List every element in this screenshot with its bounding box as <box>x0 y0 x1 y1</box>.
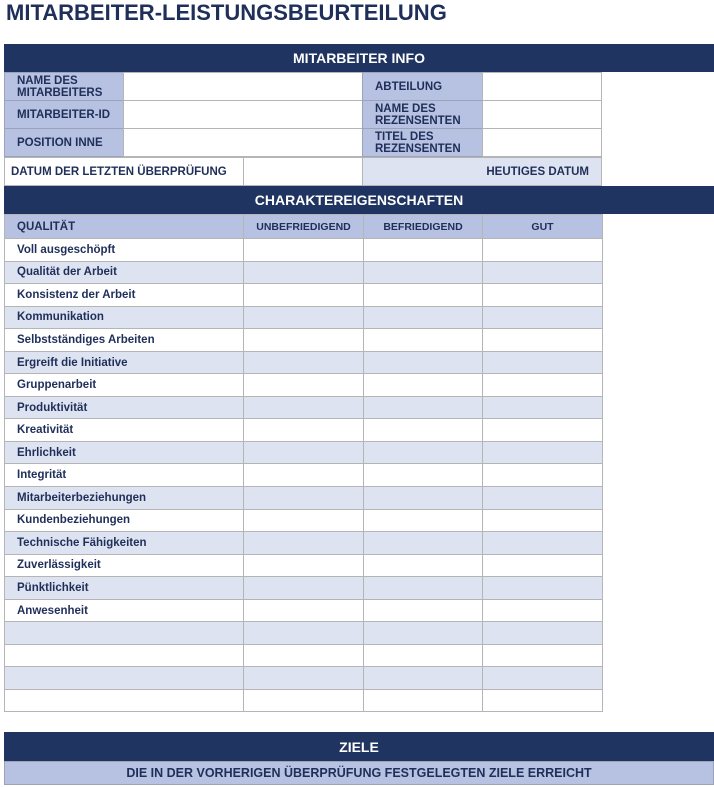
rating-unsatisfactory-cell[interactable] <box>244 667 364 690</box>
department-label: ABTEILUNG <box>362 72 483 101</box>
table-row <box>5 351 603 374</box>
quality-name: Gruppenarbeit <box>5 374 244 397</box>
quality-name: Zuverlässigkeit <box>5 554 244 577</box>
rating-unsatisfactory-cell[interactable] <box>244 577 364 600</box>
rating-satisfactory-cell[interactable] <box>364 284 483 307</box>
rating-satisfactory-cell[interactable] <box>364 689 483 712</box>
rating-good-cell[interactable] <box>483 487 603 510</box>
table-row <box>5 396 603 419</box>
reviewer-name-field[interactable] <box>482 100 602 129</box>
table-row <box>5 374 603 397</box>
rating-good-cell[interactable] <box>483 441 603 464</box>
column-header-satisfactory: BEFRIEDIGEND <box>364 215 483 239</box>
table-row <box>5 532 603 555</box>
quality-name: Ehrlichkeit <box>5 441 244 464</box>
rating-satisfactory-cell[interactable] <box>364 374 483 397</box>
rating-unsatisfactory-cell[interactable] <box>244 396 364 419</box>
employee-id-field[interactable] <box>123 100 363 129</box>
rating-unsatisfactory-cell[interactable] <box>244 329 364 352</box>
table-row <box>5 577 603 600</box>
rating-satisfactory-cell[interactable] <box>364 487 483 510</box>
table-row <box>5 261 603 284</box>
rating-satisfactory-cell[interactable] <box>364 667 483 690</box>
column-header-good: GUT <box>483 215 603 239</box>
quality-name: Kommunikation <box>5 306 244 329</box>
table-row <box>5 622 603 645</box>
rating-unsatisfactory-cell[interactable] <box>244 284 364 307</box>
rating-good-cell[interactable] <box>483 306 603 329</box>
quality-name: Mitarbeiterbeziehungen <box>5 487 244 510</box>
rating-satisfactory-cell[interactable] <box>364 464 483 487</box>
table-row <box>5 464 603 487</box>
rating-good-cell[interactable] <box>483 419 603 442</box>
table-row <box>5 284 603 307</box>
quality-name: Selbstständiges Arbeiten <box>5 329 244 352</box>
rating-good-cell[interactable] <box>483 644 603 667</box>
quality-name: Technische Fähigkeiten <box>5 532 244 555</box>
rating-satisfactory-cell[interactable] <box>364 261 483 284</box>
rating-good-cell[interactable] <box>483 464 603 487</box>
rating-unsatisfactory-cell[interactable] <box>244 644 364 667</box>
table-row <box>5 509 603 532</box>
rating-good-cell[interactable] <box>483 396 603 419</box>
characteristics-table <box>4 214 603 712</box>
rating-good-cell[interactable] <box>483 261 603 284</box>
quality-name <box>5 667 244 690</box>
rating-unsatisfactory-cell[interactable] <box>244 351 364 374</box>
table-row <box>5 487 603 510</box>
rating-satisfactory-cell[interactable] <box>364 554 483 577</box>
employee-name-field[interactable] <box>123 72 363 101</box>
rating-satisfactory-cell[interactable] <box>364 644 483 667</box>
quality-name: Pünktlichkeit <box>5 577 244 600</box>
quality-name: Qualität der Arbeit <box>5 261 244 284</box>
rating-good-cell[interactable] <box>483 532 603 555</box>
quality-name: Kundenbeziehungen <box>5 509 244 532</box>
rating-satisfactory-cell[interactable] <box>364 239 483 262</box>
rating-unsatisfactory-cell[interactable] <box>244 689 364 712</box>
rating-unsatisfactory-cell[interactable] <box>244 532 364 555</box>
rating-satisfactory-cell[interactable] <box>364 396 483 419</box>
quality-name: Integrität <box>5 464 244 487</box>
table-row <box>5 689 603 712</box>
quality-name: Produktivität <box>5 396 244 419</box>
employee-info-header: MITARBEITER INFO <box>4 44 714 72</box>
rating-good-cell[interactable] <box>483 239 603 262</box>
table-row <box>5 644 603 667</box>
goals-header: ZIELE <box>4 732 714 761</box>
rating-unsatisfactory-cell[interactable] <box>244 487 364 510</box>
rating-good-cell[interactable] <box>483 329 603 352</box>
rating-good-cell[interactable] <box>483 689 603 712</box>
quality-name: Anwesenheit <box>5 599 244 622</box>
rating-satisfactory-cell[interactable] <box>364 306 483 329</box>
rating-good-cell[interactable] <box>483 351 603 374</box>
quality-name: Konsistenz der Arbeit <box>5 284 244 307</box>
quality-name: Voll ausgeschöpft <box>5 239 244 262</box>
rating-unsatisfactory-cell[interactable] <box>244 622 364 645</box>
rating-unsatisfactory-cell[interactable] <box>244 599 364 622</box>
rating-good-cell[interactable] <box>483 554 603 577</box>
table-row <box>5 419 603 442</box>
table-row <box>5 329 603 352</box>
rating-satisfactory-cell[interactable] <box>364 329 483 352</box>
rating-unsatisfactory-cell[interactable] <box>244 464 364 487</box>
last-review-date-label: DATUM DER LETZTEN ÜBERPRÜFUNG <box>4 157 244 186</box>
rating-satisfactory-cell[interactable] <box>364 599 483 622</box>
table-row <box>5 667 603 690</box>
rating-good-cell[interactable] <box>483 284 603 307</box>
column-header-unsatisfactory: UNBEFRIEDIGEND <box>244 215 364 239</box>
rating-unsatisfactory-cell[interactable] <box>244 554 364 577</box>
rating-satisfactory-cell[interactable] <box>364 622 483 645</box>
reviewer-name-label: NAME DES REZENSENTEN <box>362 100 483 129</box>
rating-unsatisfactory-cell[interactable] <box>244 374 364 397</box>
position-label: POSITION INNE <box>4 128 124 157</box>
department-field[interactable] <box>482 72 602 101</box>
rating-good-cell[interactable] <box>483 622 603 645</box>
rating-satisfactory-cell[interactable] <box>364 441 483 464</box>
rating-satisfactory-cell[interactable] <box>364 509 483 532</box>
rating-satisfactory-cell[interactable] <box>364 532 483 555</box>
page-title: MITARBEITER-LEISTUNGSBEURTEILUNG <box>6 0 447 25</box>
goals-subheader: DIE IN DER VORHERIGEN ÜBERPRÜFUNG FESTGELEGTEN ZIELE ERREICHT <box>4 761 714 785</box>
table-row <box>5 599 603 622</box>
rating-good-cell[interactable] <box>483 577 603 600</box>
rating-unsatisfactory-cell[interactable] <box>244 261 364 284</box>
rating-good-cell[interactable] <box>483 599 603 622</box>
rating-unsatisfactory-cell[interactable] <box>244 239 364 262</box>
rating-satisfactory-cell[interactable] <box>364 577 483 600</box>
reviewer-title-field[interactable] <box>482 128 602 157</box>
quality-name: Ergreift die Initiative <box>5 351 244 374</box>
reviewer-title-label: TITEL DES REZENSENTEN <box>362 128 483 157</box>
rating-unsatisfactory-cell[interactable] <box>244 509 364 532</box>
employee-name-label: NAME DES MITARBEITERS <box>4 72 124 101</box>
quality-name <box>5 644 244 667</box>
column-header-quality: QUALITÄT <box>5 215 244 239</box>
quality-name: Kreativität <box>5 419 244 442</box>
table-row <box>5 554 603 577</box>
characteristics-header: CHARAKTEREIGENSCHAFTEN <box>4 186 714 214</box>
table-row <box>5 239 603 262</box>
rating-unsatisfactory-cell[interactable] <box>244 306 364 329</box>
position-field[interactable] <box>123 128 363 157</box>
quality-name <box>5 689 244 712</box>
rating-good-cell[interactable] <box>483 667 603 690</box>
rating-good-cell[interactable] <box>483 509 603 532</box>
table-row <box>5 441 603 464</box>
employee-id-label: MITARBEITER-ID <box>4 100 124 129</box>
rating-unsatisfactory-cell[interactable] <box>244 419 364 442</box>
rating-satisfactory-cell[interactable] <box>364 351 483 374</box>
rating-satisfactory-cell[interactable] <box>364 419 483 442</box>
today-date-label: HEUTIGES DATUM <box>362 157 602 186</box>
table-row <box>5 306 603 329</box>
rating-good-cell[interactable] <box>483 374 603 397</box>
quality-name <box>5 622 244 645</box>
rating-unsatisfactory-cell[interactable] <box>244 441 364 464</box>
last-review-date-field[interactable] <box>243 157 363 186</box>
